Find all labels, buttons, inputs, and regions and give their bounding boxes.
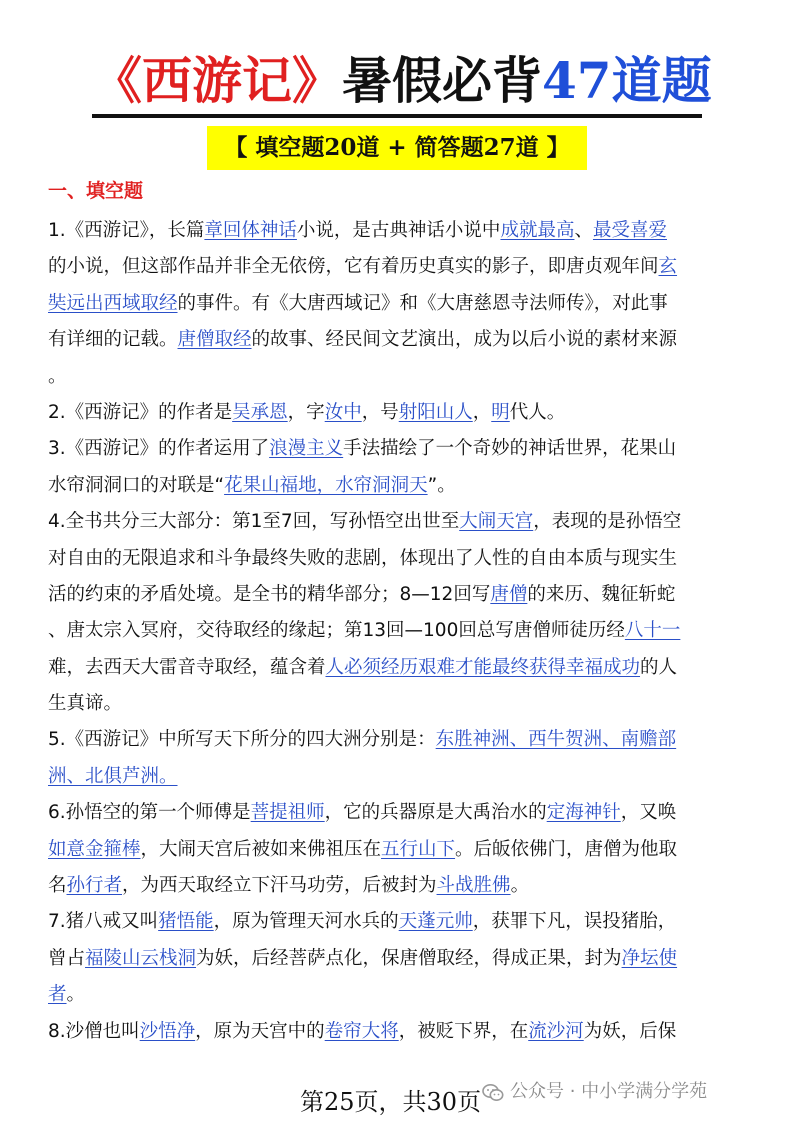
section-heading: 一、填空题 <box>48 180 144 202</box>
question-text-segment: 。 <box>510 875 530 897</box>
question-text-segment: 的事件。有《大唐西域记》和《大唐慈恩寺法师传》，对此事 <box>177 292 668 314</box>
answer-text: 浪漫主义 <box>269 438 344 460</box>
question-text-segment: ，大闹天宫后被如来佛祖压在 <box>140 838 382 860</box>
subtitle-banner: 【 填空题20道 + 简答题27道 】 <box>207 126 587 170</box>
question-text-segment: 5.《西游记》中所写天下所分的四大洲分别是： <box>48 729 436 751</box>
question-text <box>48 213 748 1050</box>
text-line <box>48 759 748 795</box>
text-line <box>48 286 748 322</box>
page-title <box>92 46 712 116</box>
question-text-segment: 活的约束的矛盾处境。是全书的精华部分；8—12回写 <box>48 583 491 605</box>
text-line <box>48 577 748 613</box>
answer-text: 大闹天宫 <box>459 511 534 533</box>
question-text-segment: 名 <box>48 875 67 897</box>
text-line <box>48 722 748 758</box>
answer-text: 射阳山人 <box>398 401 473 423</box>
question-text-segment: 6.孙悟空的第一个师傅是 <box>48 802 251 824</box>
watermark <box>482 1076 707 1108</box>
answer-text: 吴承恩 <box>232 401 288 423</box>
question-text-segment: 、唐太宗入冥府，交待取经的缘起；第13回—100回总写唐僧师徒历经 <box>48 620 625 642</box>
title-count: 47道题 <box>542 51 712 110</box>
answer-text: 流沙河 <box>528 1020 584 1042</box>
question-text-segment: 1.《西游记》，长篇 <box>48 220 205 241</box>
answer-text: 汝中 <box>324 401 362 423</box>
answer-text: 奘远出西域取经 <box>48 292 178 314</box>
question-text-segment: ，获罪下凡，误投猪胎， <box>472 911 677 933</box>
question-text-segment: 生真谛。 <box>48 693 123 715</box>
question-text-segment: 小说，是古典神话小说中 <box>296 220 501 241</box>
answer-text: 明 <box>491 401 510 423</box>
answer-text: 洲、北俱芦洲。 <box>48 765 178 787</box>
text-line <box>48 650 748 686</box>
question-text-segment: 的人 <box>640 656 678 678</box>
answer-text: 定海神针 <box>546 802 621 824</box>
title-middle: 暑假必背 <box>342 51 542 110</box>
question-text-segment: 2.《西游记》的作者是 <box>48 401 233 423</box>
question-text-segment: ，表现的是孙悟空 <box>533 511 682 533</box>
text-line <box>48 904 748 940</box>
answer-text: 章回体神话 <box>204 220 297 241</box>
question-text-segment: 8.沙僧也叫 <box>48 1020 140 1042</box>
question-text-segment: 的小说，但这部作品并非全无依傍，它有着历史真实的影子，即唐贞观年间 <box>48 256 659 278</box>
title-underline <box>92 114 702 118</box>
answer-text: 沙悟净 <box>139 1020 196 1042</box>
question-text-segment: 代人。 <box>509 401 566 423</box>
answer-text: 东胜神洲、西牛贺洲、南赡部 <box>435 729 677 751</box>
question-text-segment: ，它的兵器原是大禹治水的 <box>324 802 547 824</box>
question-text-segment: ，原为管理天河水兵的 <box>213 911 399 933</box>
text-line <box>48 468 748 504</box>
answer-text: 五行山下 <box>381 838 456 860</box>
answer-text: 最受喜爱 <box>592 220 667 241</box>
question-text-segment: 难，去西天大雷音寺取经，蕴含着 <box>48 656 326 678</box>
question-text-segment: 对自由的无限追求和斗争最终失败的悲剧，体现出了人性的自由本质与现实生 <box>48 547 678 569</box>
answer-text: 天蓬元帅 <box>398 911 473 933</box>
question-text-segment: 曾占 <box>48 947 86 969</box>
text-line <box>48 832 748 868</box>
answer-text: 卷帘大将 <box>324 1020 399 1042</box>
text-line <box>48 977 748 1013</box>
answer-text: 花果山福地，水帘洞洞天 <box>224 474 428 496</box>
text-line <box>48 322 748 358</box>
question-text-segment: ，字 <box>287 401 325 423</box>
text-line <box>48 613 748 649</box>
question-text-segment: 为妖，后保 <box>583 1020 677 1042</box>
question-text-segment: 的故事、经民间文艺演出，成为以后小说的素材来源 <box>251 329 678 351</box>
answer-text: 唐僧 <box>490 583 528 605</box>
answer-text: 八十一 <box>624 620 681 642</box>
question-text-segment: 3.《西游记》的作者运用了 <box>48 438 270 460</box>
question-text-segment: 有详细的记载。 <box>48 329 178 351</box>
wechat-icon <box>482 1082 504 1102</box>
question-text-segment: 。 <box>66 984 86 1006</box>
text-line <box>48 504 748 540</box>
answer-text: 斗战胜佛 <box>436 875 511 897</box>
question-text-segment: 为妖，后经菩萨点化，保唐僧取经，得成正果，封为 <box>196 947 622 969</box>
title-book-name: 《西游记》 <box>92 51 342 110</box>
answer-text: 孙行者 <box>66 875 123 897</box>
answer-text: 如意金箍棒 <box>48 838 141 860</box>
text-line <box>48 868 748 904</box>
text-line <box>48 249 748 285</box>
text-line <box>48 359 748 395</box>
question-text-segment: 手法描绘了一个奇妙的神话世界，花果山 <box>343 438 677 460</box>
question-text-segment: ”。 <box>427 474 456 496</box>
question-text-segment: 7.猪八戒又叫 <box>48 911 159 933</box>
answer-text: 人必须经历艰难才能最终获得幸福成功 <box>325 656 641 678</box>
page-number: 第25页，共30页 <box>300 1088 482 1116</box>
question-text-segment: 4.全书共分三大部分：第1至7回，写孙悟空出世至 <box>48 511 460 533</box>
text-line <box>48 686 748 722</box>
watermark-text: 公众号 · 中小学满分学苑 <box>510 1081 708 1102</box>
question-text-segment: 水帘洞洞口的对联是“ <box>48 474 225 496</box>
question-text-segment: ， <box>472 401 492 423</box>
answer-text: 菩提祖师 <box>250 802 325 824</box>
question-text-segment: 、 <box>574 220 593 241</box>
text-line <box>48 795 748 831</box>
question-text-segment: ，被贬下界，在 <box>398 1020 529 1042</box>
text-line <box>48 395 748 431</box>
answer-text: 唐僧取经 <box>177 329 252 351</box>
question-text-segment: ，号 <box>361 401 399 423</box>
question-text-segment: ，又唤 <box>620 802 677 824</box>
answer-text: 猪悟能 <box>158 911 214 933</box>
text-line <box>48 541 748 577</box>
text-line <box>48 431 748 467</box>
question-text-segment: ，原为天宫中的 <box>195 1020 325 1042</box>
answer-text: 净坛使 <box>621 947 678 969</box>
question-text-segment: ，为西天取经立下汗马功劳，后被封为 <box>122 875 437 897</box>
answer-text: 成就最高 <box>500 220 575 241</box>
text-line <box>48 1014 748 1050</box>
answer-text: 者 <box>48 984 67 1006</box>
question-text-segment: 。 <box>48 365 67 387</box>
question-text-segment: 。后皈依佛门，唐僧为他取 <box>455 838 678 860</box>
text-line <box>48 213 748 249</box>
answer-text: 玄 <box>658 256 678 278</box>
answer-text: 福陵山云栈洞 <box>85 947 197 969</box>
text-line <box>48 941 748 977</box>
question-text-segment: 的来历、魏征斩蛇 <box>527 583 676 605</box>
